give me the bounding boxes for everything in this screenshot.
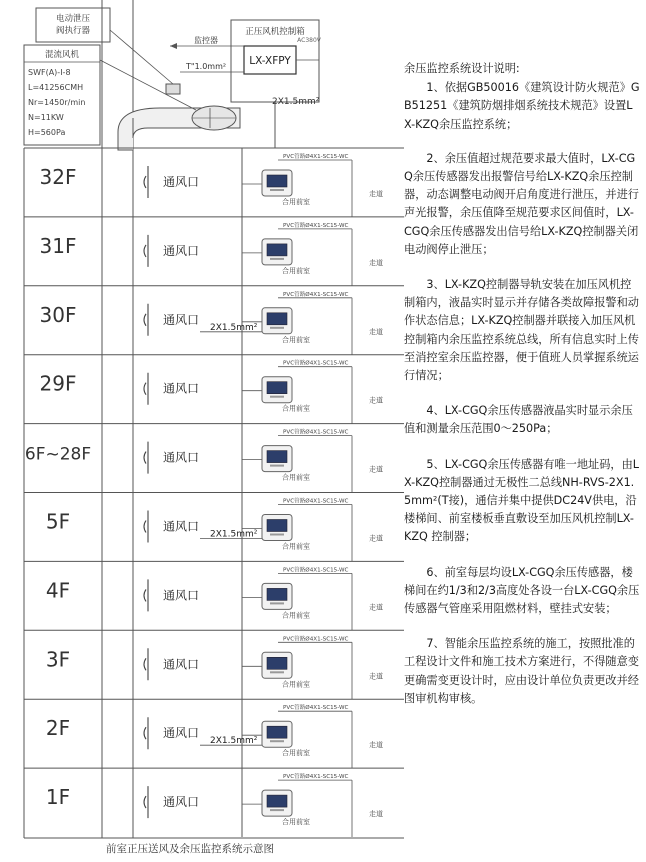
lx-cgq-sensor (262, 446, 292, 472)
floor-level-label: 3F (45, 647, 71, 672)
floor-level-label: 31F (39, 233, 77, 258)
valve-actuator-label-2: 阀执行器 (55, 26, 91, 36)
floor-level-label: 2F (45, 716, 71, 741)
sensor-base (270, 809, 284, 811)
electric-relief-valve (166, 84, 180, 94)
design-notes (404, 60, 640, 725)
floor-level-label: 1F (45, 785, 71, 810)
vent-label: 通风口 (163, 312, 200, 327)
pvc-pipe-label: PVC管路Ø4X1-SC15-WC (283, 705, 349, 712)
top-equipment-area (24, 0, 322, 838)
lx-cgq-sensor (262, 377, 292, 403)
floor-level-label: 32F (39, 165, 77, 189)
vent-riser (144, 648, 148, 680)
fan-spec-line: H=560Pa (28, 128, 66, 137)
pvc-pipe-label: PVC管路Ø4X1-SC15-WC (283, 154, 349, 160)
floor-row (24, 148, 404, 217)
vent-riser (144, 511, 148, 543)
lx-cgq-sensor (262, 308, 292, 334)
note-item: 1、依据GB50016《建筑设计防火规范》GB51251《建筑防烟排烟系统技术规范》设置LX-KZQ余压监控系统； (404, 81, 640, 131)
sensor-lcd (267, 795, 287, 807)
diagram-caption: 前室正压送风及余压监控系统示意图 (106, 843, 274, 855)
sensor-lcd (267, 657, 287, 669)
floor-level-label: 5F (45, 509, 71, 534)
pvc-pipe-label: PVC管路Ø4X1-SC15-WC (283, 774, 349, 781)
vent-riser (144, 373, 148, 405)
floor-level-label: 30F (39, 302, 77, 327)
valve-actuator-label-1: 电动泄压 (55, 14, 91, 24)
vent-riser (144, 304, 148, 336)
stair-label: 走道 (369, 396, 383, 405)
monitor-label: 监控器 (194, 36, 218, 45)
floor-row (24, 286, 404, 355)
stair-label: 走道 (369, 534, 383, 543)
room-label: 合用前室 (282, 611, 310, 620)
stair-label: 走道 (369, 327, 383, 336)
note-item: 4、LX-CGQ余压传感器液晶实时显示余压值和测量余压范围0～250Pa； (404, 404, 633, 436)
sensor-lcd (267, 313, 287, 325)
cable-spec-label: 2X1.5mm² (210, 322, 258, 333)
stair-label: 走道 (369, 741, 383, 750)
fan-spec-line: L=41256CMH (28, 83, 84, 92)
floor-rows (24, 148, 404, 838)
sensor-lcd (267, 382, 287, 394)
sensor-base (270, 602, 284, 604)
floor-level-label: 4F (45, 578, 71, 603)
vent-riser (144, 579, 148, 611)
sensor-lcd (267, 588, 287, 600)
cable-spec-label: 2X1.5mm² (210, 736, 258, 747)
stair-label: 走道 (369, 465, 383, 474)
vent-label: 通风口 (163, 450, 200, 465)
vent-label: 通风口 (163, 381, 200, 396)
sensor-base (270, 671, 284, 673)
sensor-base (270, 189, 284, 191)
stair-label: 走道 (369, 672, 383, 681)
room-label: 合用前室 (282, 404, 310, 413)
sensor-lcd (267, 520, 287, 532)
cable-top-label: T"1.0mm² (186, 62, 227, 71)
notes-title: 余压监控系统设计说明: (404, 62, 520, 75)
vent-riser (144, 717, 148, 749)
stair-label: 走道 (369, 810, 383, 819)
floor-row (24, 630, 404, 699)
pvc-pipe-label: PVC管路Ø4X1-SC15-WC (283, 636, 349, 643)
note-item: 6、前室每层均设LX-CGQ余压传感器，楼梯间在约1/3和2/3高度处各设一台LX-CGQ余压传感器气管座采用阻燃材料，壁挂式安装； (404, 565, 640, 616)
lx-cgq-sensor (262, 583, 292, 609)
room-label: 合用前室 (282, 542, 310, 551)
cabinet-title: 正压风机控制箱 (245, 27, 305, 37)
note-item: 2、余压值超过规范要求最大值时，LX-CGQ余压传感器发出报警信号给LX-KZQ余压控制器，动态调整电动阀开启角度进行泄压，并进行声光报警，余压值降至规范要求区间值时，LX-CGQ余压传感器发出信号给LX-KZQ控制器关闭电动阀停止泄压； (404, 151, 639, 256)
pvc-pipe-label: PVC管路Ø4X1-SC15-WC (283, 567, 349, 574)
sensor-lcd (267, 244, 287, 256)
sensor-lcd (267, 726, 287, 738)
note-item: 3、LX-KZQ控制器导轨安装在加压风机控制箱内，液晶实时显示并存储各类故障报警和动作状态信息；LX-KZQ控制器并联接入加压风机控制箱内余压监控系统总线，所有信息实时上传至消控室余压监控器，便于值班人员掌握系统运行情况； (404, 278, 639, 383)
fan-spec-line: N=11KW (28, 113, 64, 122)
room-label: 合用前室 (282, 198, 310, 206)
cable-main-label: 2X1.5mm² (272, 97, 320, 107)
fan-spec-line: Nr=1450r/min (28, 98, 86, 107)
floor-row (24, 217, 404, 286)
vent-label: 通风口 (163, 243, 200, 258)
stair-label: 走道 (369, 603, 383, 612)
floor-row (24, 768, 404, 837)
fan-spec-line: SWF(A)-I-8 (28, 68, 71, 77)
fan-box-title: 混流风机 (44, 50, 80, 60)
floor-row (24, 424, 404, 493)
note-item: 5、LX-CGQ余压传感器有唯一地址码，由LX-KZQ控制器通过无极性二总线NH-RVS-2X1.5mm²(T接)，通信并集中提供DC24V供电，沿楼梯间、前室楼板垂直敷设至加压风机控制LX-KZQ 控制器； (404, 457, 640, 544)
vent-label: 通风口 (163, 519, 200, 534)
room-label: 合用前室 (282, 818, 310, 827)
vent-label: 通风口 (163, 657, 200, 672)
room-label: 合用前室 (282, 335, 310, 344)
room-label: 合用前室 (282, 473, 310, 482)
floor-level-label: 29F (39, 371, 77, 396)
vent-riser (144, 235, 148, 267)
vent-riser (144, 166, 148, 198)
sensor-base (270, 465, 284, 467)
sensor-lcd (267, 451, 287, 463)
sensor-base (270, 327, 284, 329)
vent-label: 通风口 (163, 588, 200, 603)
sensor-base (270, 396, 284, 398)
lx-cgq-sensor (262, 790, 292, 816)
pvc-pipe-label: PVC管路Ø4X1-SC15-WC (283, 429, 349, 436)
stair-label: 走道 (369, 190, 383, 198)
lx-cgq-sensor (262, 239, 292, 265)
vent-label: 通风口 (163, 726, 200, 741)
floor-level-label: 6F~28F (24, 444, 92, 465)
note-item: 7、智能余压监控系统的施工，按照批准的工程设计文件和施工技术方案进行，不得随意变更确需变更设计时，应由设计单位负责更改并经图审机构审核。 (404, 637, 639, 705)
pvc-pipe-label: PVC管路Ø4X1-SC15-WC (283, 222, 349, 229)
stair-label: 走道 (369, 258, 383, 267)
controller-label: LX-XFPY (249, 55, 291, 67)
lx-cgq-sensor (262, 170, 292, 196)
room-label: 合用前室 (282, 680, 310, 689)
floor-row (24, 355, 404, 424)
cable-spec-label: 2X1.5mm² (210, 529, 258, 540)
vent-label: 通风口 (163, 795, 200, 810)
sensor-base (270, 534, 284, 536)
room-label: 合用前室 (282, 266, 310, 275)
pvc-pipe-label: PVC管路Ø4X1-SC15-WC (283, 360, 349, 367)
sensor-base (270, 740, 284, 742)
lx-cgq-sensor (262, 721, 292, 747)
sensor-lcd (267, 175, 287, 187)
pvc-pipe-label: PVC管路Ø4X1-SC15-WC (283, 498, 349, 505)
lx-cgq-sensor (262, 515, 292, 541)
ac-label: AC380V (297, 37, 321, 44)
lx-cgq-sensor (262, 652, 292, 678)
vent-riser (144, 442, 148, 474)
floor-row (24, 561, 404, 630)
vent-label: 通风口 (163, 175, 200, 189)
vent-riser (144, 786, 148, 818)
floor-row (24, 493, 404, 562)
pvc-pipe-label: PVC管路Ø4X1-SC15-WC (283, 291, 349, 298)
sensor-base (270, 258, 284, 260)
room-label: 合用前室 (282, 749, 310, 758)
floor-row (24, 699, 404, 768)
